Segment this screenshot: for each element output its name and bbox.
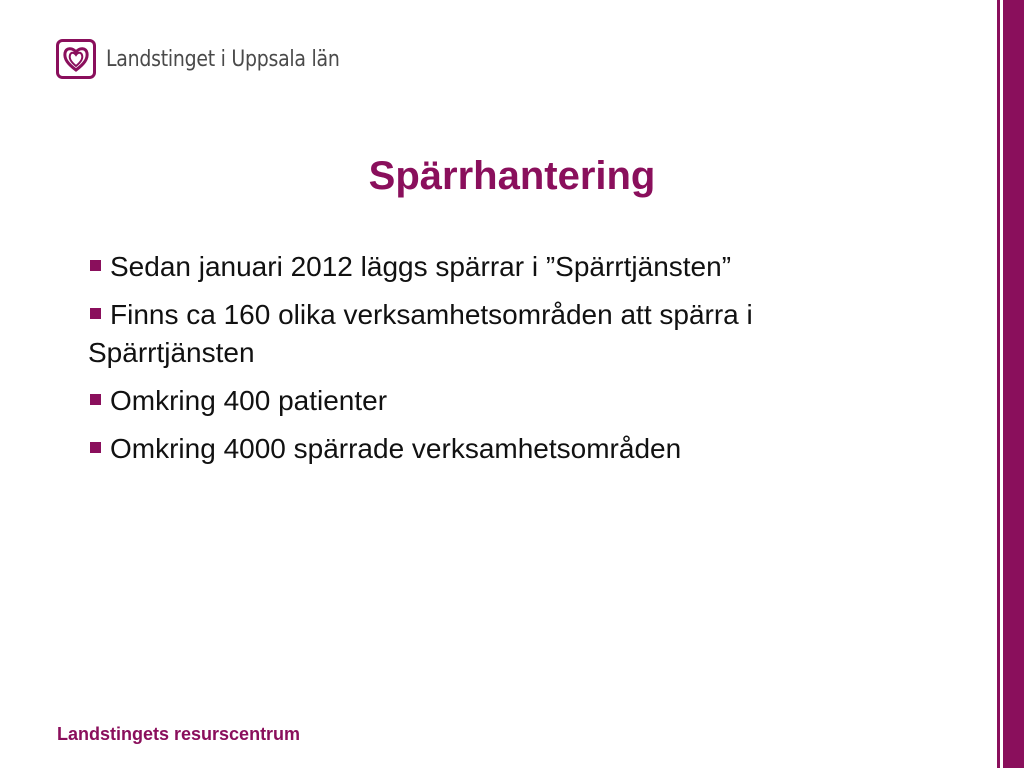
footer-text: Landstingets resurscentrum bbox=[57, 724, 301, 744]
bullet-text: Sedan januari 2012 läggs spärrar i ”Spärrtjänsten” bbox=[110, 251, 732, 282]
bullet-item bbox=[88, 248, 808, 286]
square-bullet-icon bbox=[90, 308, 101, 319]
square-bullet-icon bbox=[90, 394, 101, 405]
right-accent-band bbox=[1003, 0, 1024, 768]
bullet-text: Finns ca 160 olika verksamhetsområden att spärra i Spärrtjänsten bbox=[88, 299, 753, 368]
bullet-text: Omkring 4000 spärrade verksamhetsområden bbox=[110, 433, 682, 464]
right-band-edge bbox=[997, 0, 1000, 768]
square-bullet-icon bbox=[90, 260, 101, 271]
square-bullet-icon bbox=[90, 442, 101, 453]
bullet-item bbox=[88, 430, 808, 468]
slide-title: Spärrhantering bbox=[368, 154, 656, 198]
logo bbox=[56, 38, 378, 80]
bullet-item bbox=[88, 382, 808, 420]
bullet-text: Omkring 400 patienter bbox=[110, 385, 388, 416]
bullet-item bbox=[88, 296, 808, 372]
landstinget-heart-icon bbox=[56, 39, 96, 79]
bullet-list bbox=[88, 248, 808, 478]
logo-text: Landstinget i Uppsala län bbox=[106, 46, 340, 72]
